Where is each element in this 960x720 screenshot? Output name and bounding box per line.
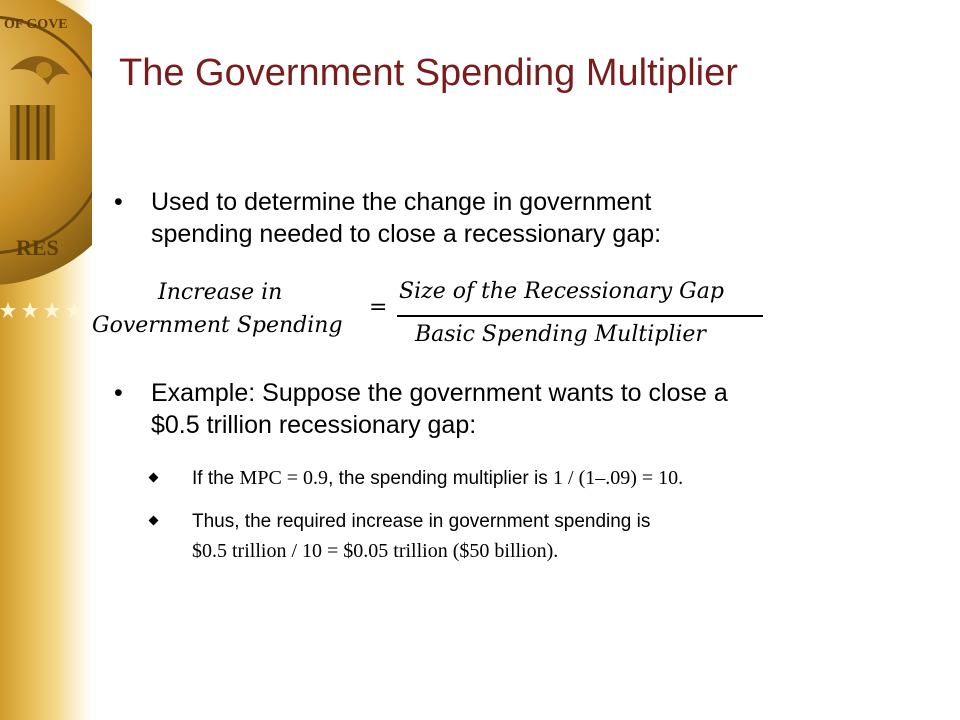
fraction-bar: [397, 315, 763, 317]
sub-bullet-line: Thus, the required increase in government spending is: [192, 511, 651, 532]
bullet-dot: •: [114, 379, 123, 407]
bullet-line: Example: Suppose the government wants to close a: [151, 379, 728, 407]
bullet-line: $0.5 trillion recessionary gap:: [151, 411, 477, 439]
federal-reserve-seal-image: [0, 0, 92, 330]
text-segment: If the: [192, 468, 240, 489]
text-segment: , the spending multiplier is: [328, 468, 554, 489]
math-mpc: MPC = 0.9: [239, 467, 329, 489]
diamond-bullet-icon: [149, 516, 159, 526]
math-multiplier: 1 / (1–.09) = 10.: [553, 467, 684, 489]
equation-lhs-line1: Increase in: [158, 280, 283, 305]
sub-bullet-line: [192, 465, 683, 492]
slide-title: The Government Spending Multiplier: [119, 52, 738, 94]
seal-top-text: OF GOVE: [4, 17, 68, 32]
equation-numerator: Size of the Recessionary Gap: [399, 279, 724, 304]
diamond-bullet-icon: [149, 473, 159, 483]
equals-sign: =: [369, 295, 388, 320]
bullet-dot: •: [114, 188, 123, 216]
seal-bottom-text: RES: [16, 235, 59, 260]
equation-denominator: Basic Spending Multiplier: [415, 322, 706, 347]
bullet-line: spending needed to close a recessionary gap:: [151, 220, 662, 248]
bullet-line: Used to determine the change in government: [151, 188, 652, 216]
star-row: [0, 302, 82, 318]
equation-lhs-line2: Government Spending: [92, 313, 343, 338]
sub-bullet-math-line: $0.5 trillion / 10 = $0.05 trillion ($50 billion).: [192, 540, 559, 562]
